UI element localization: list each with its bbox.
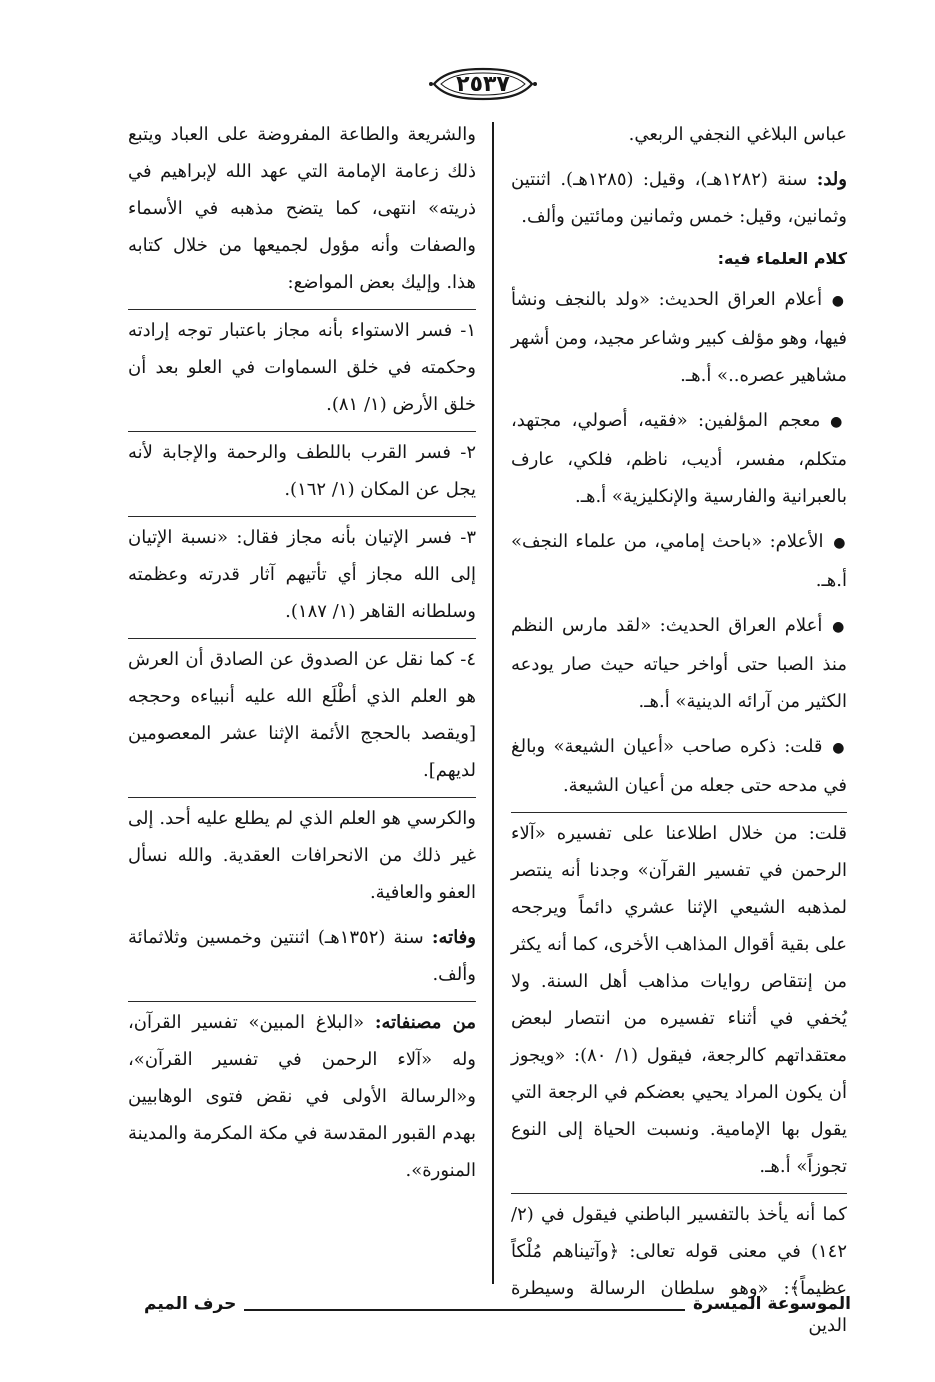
bullet-icon: ● — [830, 414, 847, 430]
death-label: وفاته: — [431, 927, 476, 948]
paragraph — [128, 116, 476, 301]
paragraph-text: والكرسي هو العلم الذي لم يطلع عليه أحد. إلى غير ذلك من الانحرافات العقدية. والله نسأل العفو والعافية. — [128, 808, 476, 903]
paragraph — [511, 161, 847, 235]
page-footer — [144, 1289, 851, 1319]
paragraph — [128, 638, 476, 789]
paragraph — [511, 116, 847, 153]
page-number-badge — [428, 66, 538, 102]
paragraph-text: ١- فسر الاستواء بأنه مجاز باعتبار توجه إرادته وحكمته في خلق السماوات في العلو بعد أن خلق الأرض (١/ ٨١). — [128, 320, 476, 415]
paragraph — [511, 281, 847, 394]
column-divider — [492, 122, 494, 1284]
paragraph-text: ٤- كما نقل عن الصدوق عن الصادق أن العرش هو العلم الذي أطْلَع الله عليه أنبياءه وحججه [ويقصد بالحجج الأئمة الإثنا عشر المعصومين لديهم]. — [128, 649, 476, 781]
paragraph — [128, 516, 476, 630]
paragraph — [128, 919, 476, 993]
paragraph — [511, 607, 847, 720]
paragraph — [128, 431, 476, 508]
left-column — [128, 116, 476, 1197]
birth-label: ولد: — [816, 169, 847, 190]
paragraph-text: أعلام العراق الحديث: «لقد مارس النظم منذ الصبا حتى أواخر حياته حيث صار يودعه الكثير من آرائه الدينية» أ.هـ. — [511, 615, 847, 712]
paragraph-text: أعلام العراق الحديث: «ولد بالنجف ونشأ فيها، وهو مؤلف كبير وشاعر مجيد، ومن أشهر مشاهير عصره..» أ.هـ. — [511, 289, 848, 386]
works-label: من مصنفاته: — [374, 1012, 477, 1033]
paragraph-text: والشريعة والطاعة المفروضة على العباد ويتبع ذلك زعامة الإمامة التي عهد الله لإبراهيم في ذريته» انتهى، كما يتضح مذهبه في الأسماء والصفات وأنه مؤول لجميعها من خلال كتابه هذا. وإليك بعض المواضع: — [128, 124, 476, 293]
footer-encyclopedia-title: الموسوعة الميسرة — [693, 1294, 851, 1314]
paragraph-text: قلت: ذكره صاحب «أعيان الشيعة» وبالغ في مدحه حتى جعله من أعيان الشيعة. — [511, 736, 847, 796]
paragraph-text: ٣- فسر الإتيان بأنه مجاز فقال: «نسبة الإتيان إلى الله مجاز أي تأتيهم آثار قدرته وعظمته وسلطانه القاهر (١/ ١٨٧). — [128, 527, 476, 622]
bullet-icon: ● — [831, 293, 847, 309]
bullet-icon: ● — [832, 740, 847, 756]
paragraph-text: عباس البلاغي النجفي الربعي. — [628, 124, 847, 145]
heading-text: كلام العلماء فيه: — [717, 249, 847, 268]
footer-rule — [244, 1309, 685, 1311]
paragraph — [511, 1193, 847, 1344]
bullet-icon: ● — [833, 535, 847, 551]
paragraph-text: الأعلام: «باحث إمامي، من علماء النجف» أ.هـ. — [511, 531, 847, 591]
paragraph-text: قلت: من خلال اطلاعنا على تفسيره «آلاء الرحمن في تفسير القرآن» وجدنا أنه ينتصر لمذهبه الشيعي الإثنا عشري دائماً ويرجحه على بقية أقوال المذاهب الأخرى، كما أنه يكثر من إنتقاص روايات مذاهب أهل السنة. ولا يُخفي في أثناء تفسيره من انتصار لبعض معتقداتهم كالرجعة، فيقول (١/ ٨٠): «ويجوز أن يكون المراد يحيي بعضكم في الرجعة التي يقول بها الإمامية. ونسبت الحياة إلى النوع تجوزاً» أ.هـ. — [511, 823, 847, 1177]
paragraph — [511, 728, 847, 804]
paragraph — [511, 402, 847, 515]
section-heading — [511, 243, 847, 275]
right-column — [511, 116, 847, 1352]
paragraph — [511, 523, 847, 599]
bullet-icon: ● — [832, 619, 847, 635]
paragraph-text: سنة (١٢٨٢هـ)، وقيل: (١٢٨٥هـ). اثنتين وثمانين، وقيل: خمس وثمانين ومائتين وألف. — [511, 169, 847, 227]
paragraph-text: كما أنه يأخذ بالتفسير الباطني فيقول في (٢/ ١٤٢) في معنى قوله تعالى: ﴿وآتيناهم مُلْكاً عظيماً﴾: «وهو سلطان الرسالة وسيطرة الدين — [511, 1204, 847, 1336]
paragraph-text: سنة (١٣٥٢هـ) اثنتين وخمسين وثلاثمائة وألف. — [128, 927, 476, 985]
paragraph — [128, 309, 476, 423]
paragraph — [128, 1001, 476, 1189]
paragraph — [511, 812, 847, 1185]
paragraph-text: معجم المؤلفين: «فقيه، أصولي، مجتهد، متكلم، مفسر، أديب، ناظم، فلكي، عارف بالعبرانية والفارسية والإنكليزية» أ.هـ. — [511, 410, 847, 507]
paragraph — [128, 797, 476, 911]
paragraph-text: «البلاغ المبين» تفسير القرآن، وله «آلاء الرحمن في تفسير القرآن»، و«الرسالة الأولى في نقض فتوى الوهابيين بهدم القبور المقدسة في مكة المكرمة والمدينة المنورة». — [128, 1012, 476, 1181]
footer-section-title: حرف الميم — [144, 1294, 237, 1314]
paragraph-text: ٢- فسر القرب باللطف والرحمة والإجابة لأنه يجل عن المكان (١/ ١٦٢). — [128, 442, 476, 500]
page-number: ٢٥٣٧ — [456, 71, 510, 97]
